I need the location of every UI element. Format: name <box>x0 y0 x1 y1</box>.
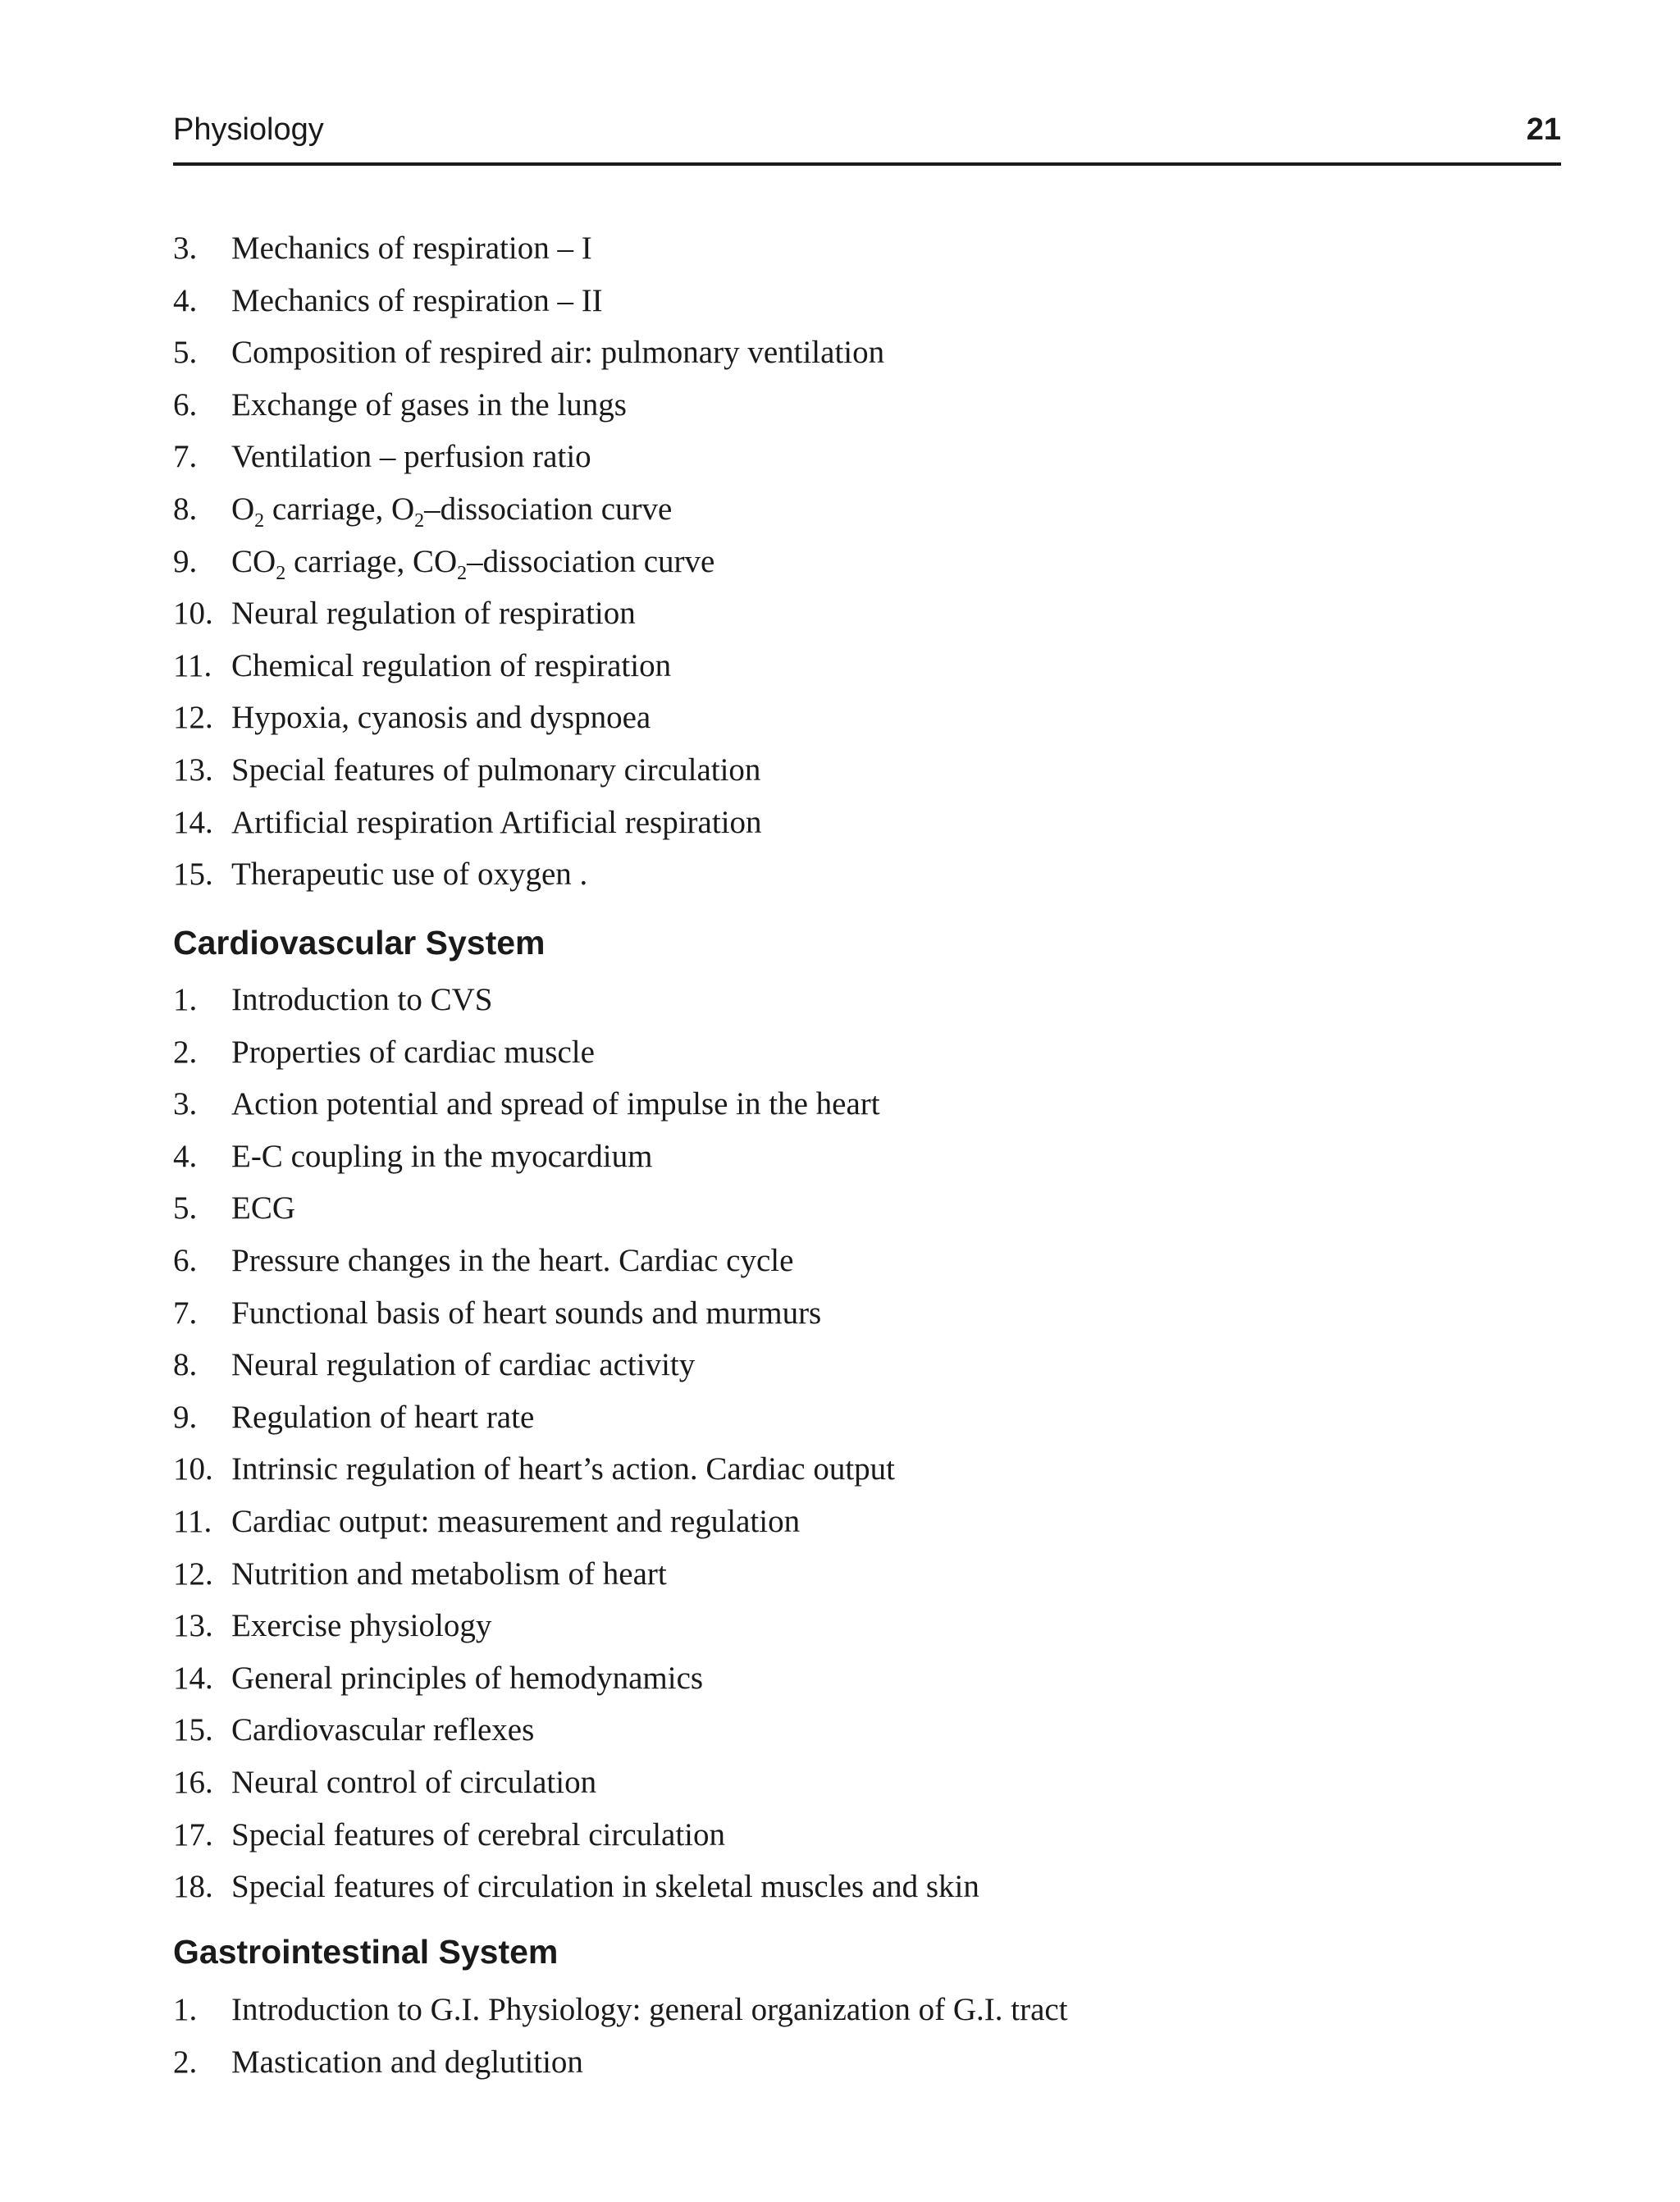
item-number: 7. <box>173 1295 198 1331</box>
item-number: 18. <box>173 1869 213 1905</box>
item-number: 13. <box>173 752 213 788</box>
text-segment: O <box>231 491 255 527</box>
item-text: Special features of pulmonary circulation <box>231 752 761 788</box>
item-text: Nutrition and metabolism of heart <box>231 1556 667 1592</box>
list-item <box>173 2036 1561 2089</box>
list-item <box>173 1652 1561 1705</box>
item-text: Special features of cerebral circulation <box>231 1816 726 1853</box>
item-number: 8. <box>173 1347 198 1383</box>
item-text: Mechanics of respiration – II <box>231 282 603 318</box>
item-number: 15. <box>173 857 213 893</box>
subscript: 2 <box>254 509 265 532</box>
item-number: 8. <box>173 491 198 527</box>
list-item <box>173 1287 1561 1340</box>
item-text: Special features of circulation in skeletal muscles and skin <box>231 1869 979 1905</box>
item-text: Cardiac output: measurement and regulation <box>231 1503 801 1539</box>
section-heading-gastrointestinal: Gastrointestinal System <box>173 1933 559 1971</box>
respiratory-topic-list <box>173 222 1561 901</box>
list-item <box>173 1704 1561 1757</box>
list-item <box>173 1131 1561 1183</box>
subscript: 2 <box>414 509 425 532</box>
list-item <box>173 1861 1561 1913</box>
list-item <box>173 1984 1561 2036</box>
list-item <box>173 744 1561 797</box>
list-item <box>173 848 1561 901</box>
list-item <box>173 797 1561 849</box>
item-text: Mastication and deglutition <box>231 2044 583 2080</box>
item-number: 1. <box>173 982 198 1017</box>
list-item <box>173 1757 1561 1809</box>
item-text: Cardiovascular reflexes <box>231 1712 535 1748</box>
item-text: Regulation of heart rate <box>231 1399 535 1435</box>
item-number: 14. <box>173 804 213 840</box>
list-item <box>173 587 1561 640</box>
item-number: 14. <box>173 1660 213 1696</box>
item-number: 10. <box>173 596 213 632</box>
text-segment: carriage, O <box>264 491 415 527</box>
item-text: Artificial respiration Artificial respiration <box>231 804 762 840</box>
item-number: 5. <box>173 1190 198 1227</box>
item-number: 16. <box>173 1764 213 1800</box>
item-text: E-C coupling in the myocardium <box>231 1138 653 1174</box>
cardiovascular-topic-list <box>173 974 1561 1913</box>
item-number: 9. <box>173 1399 198 1435</box>
item-number: 17. <box>173 1816 213 1853</box>
text-segment: CO <box>231 543 276 579</box>
list-item <box>173 640 1561 692</box>
item-text: Introduction to G.I. Physiology: general organization of G.I. tract <box>231 1992 1068 2027</box>
item-text: Exercise physiology <box>231 1608 492 1644</box>
list-item <box>173 1026 1561 1079</box>
item-text: Therapeutic use of oxygen . <box>231 857 588 893</box>
item-text: Mechanics of respiration – I <box>231 231 592 266</box>
list-item <box>173 1391 1561 1444</box>
item-number: 11. <box>173 1503 212 1539</box>
text-segment: –dissociation curve <box>424 491 673 527</box>
item-text <box>231 536 714 588</box>
item-text: Chemical regulation of respiration <box>231 647 672 683</box>
text-segment: carriage, CO <box>285 543 458 579</box>
text-segment: –dissociation curve <box>467 543 715 579</box>
item-text: Action potential and spread of impulse in the heart <box>231 1086 880 1122</box>
list-item <box>173 483 1561 536</box>
list-item <box>173 974 1561 1026</box>
list-item <box>173 327 1561 379</box>
item-number: 7. <box>173 439 198 475</box>
item-number: 2. <box>173 1034 198 1070</box>
list-item <box>173 431 1561 483</box>
list-item <box>173 692 1561 744</box>
list-item <box>173 1548 1561 1601</box>
item-text: Neural control of circulation <box>231 1764 597 1800</box>
running-header <box>173 107 1561 166</box>
section-heading-cardiovascular: Cardiovascular System <box>173 924 546 962</box>
list-item <box>173 222 1561 275</box>
list-item <box>173 1078 1561 1131</box>
subscript: 2 <box>457 562 468 584</box>
item-text: Ventilation – perfusion ratio <box>231 439 591 475</box>
list-item <box>173 1235 1561 1287</box>
subscript: 2 <box>276 562 286 584</box>
item-number: 6. <box>173 1242 198 1278</box>
page-number: 21 <box>1526 112 1561 147</box>
item-number: 3. <box>173 1086 198 1122</box>
item-number: 12. <box>173 1556 213 1592</box>
item-number: 4. <box>173 1138 198 1174</box>
item-text: Neural regulation of cardiac activity <box>231 1347 696 1383</box>
item-text <box>231 483 672 536</box>
item-text: Properties of cardiac muscle <box>231 1034 595 1070</box>
item-text: Hypoxia, cyanosis and dyspnoea <box>231 700 651 736</box>
item-text: Introduction to CVS <box>231 982 493 1017</box>
item-number: 3. <box>173 231 198 266</box>
item-text: Neural regulation of respiration <box>231 596 636 632</box>
item-text: Pressure changes in the heart. Cardiac cycle <box>231 1242 794 1278</box>
list-item <box>173 379 1561 432</box>
item-number: 5. <box>173 335 198 371</box>
list-item <box>173 1443 1561 1496</box>
document-page <box>173 0 1561 2202</box>
item-text: ECG <box>231 1190 295 1227</box>
item-number: 1. <box>173 1992 198 2027</box>
item-number: 4. <box>173 282 198 318</box>
list-item <box>173 1182 1561 1235</box>
item-number: 15. <box>173 1712 213 1748</box>
item-number: 9. <box>173 543 198 579</box>
item-number: 13. <box>173 1608 213 1644</box>
list-item <box>173 1339 1561 1391</box>
list-item <box>173 536 1561 588</box>
list-item <box>173 1809 1561 1862</box>
item-text: Functional basis of heart sounds and murmurs <box>231 1295 822 1331</box>
list-item <box>173 275 1561 327</box>
item-text: Exchange of gases in the lungs <box>231 386 627 423</box>
running-title: Physiology <box>173 112 324 147</box>
item-number: 10. <box>173 1451 213 1487</box>
list-item <box>173 1496 1561 1548</box>
item-number: 11. <box>173 647 212 683</box>
item-text: General principles of hemodynamics <box>231 1660 704 1696</box>
item-number: 6. <box>173 386 198 423</box>
list-item <box>173 1600 1561 1652</box>
item-number: 12. <box>173 700 213 736</box>
gastrointestinal-topic-list <box>173 1984 1561 2088</box>
item-text: Composition of respired air: pulmonary ventilation <box>231 335 885 371</box>
item-text: Intrinsic regulation of heart’s action. Cardiac output <box>231 1451 896 1487</box>
item-number: 2. <box>173 2044 198 2080</box>
